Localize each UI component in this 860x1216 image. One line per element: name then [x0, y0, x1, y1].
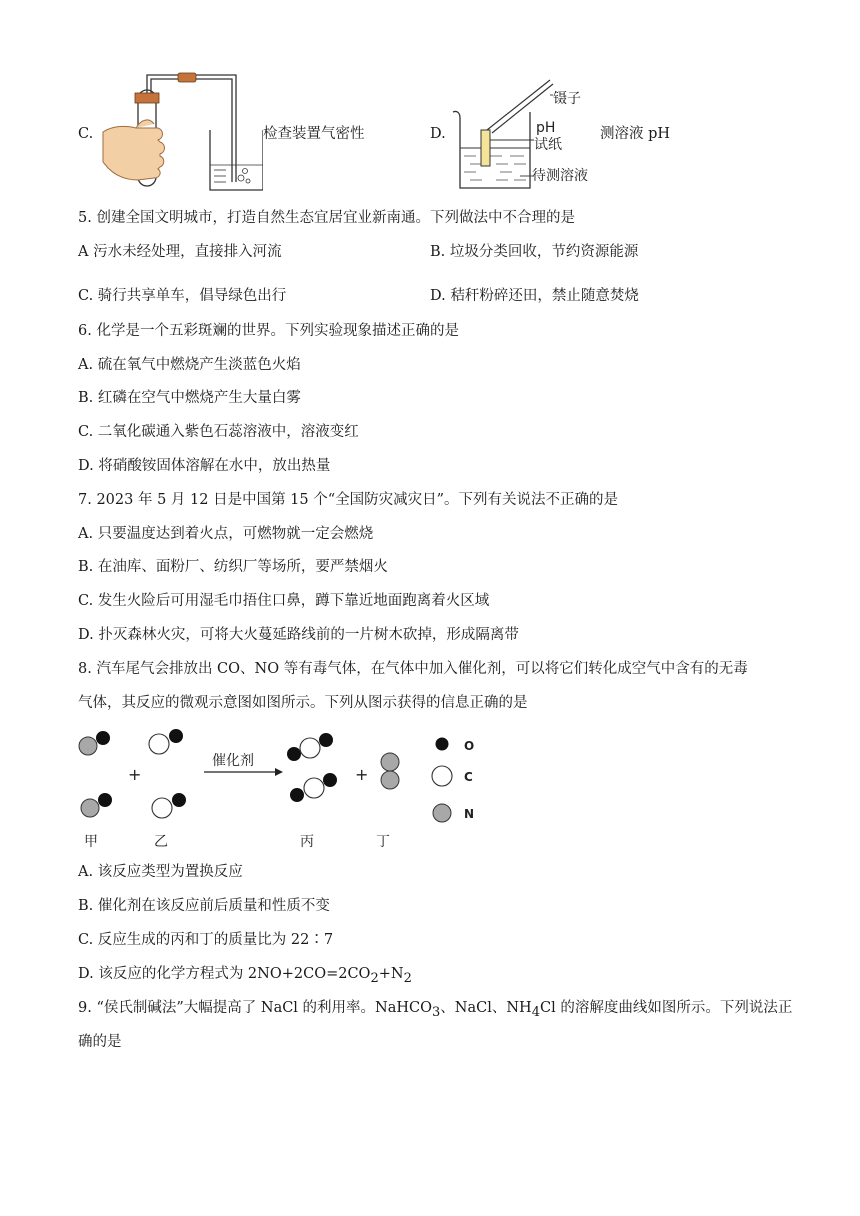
q4-option-d-caption: 测溶液 pH: [600, 126, 671, 142]
plus-sign: +: [128, 765, 142, 784]
q8-option-b: B. 催化剂在该反应前后质量和性质不变: [78, 898, 330, 914]
q4-option-c-letter: C.: [78, 126, 94, 142]
q5-stem: 5. 创建全国文明城市，打造自然生态宜居宜业新南通。下列做法中不合理的是: [78, 210, 575, 226]
molecule-co2-2: [291, 774, 337, 802]
label-ding: 丁: [376, 834, 390, 850]
q5-option-a: A 污水未经处理，直接排入河流: [78, 244, 282, 260]
gas-tightness-apparatus-figure: [98, 70, 263, 195]
legend-c-atom: [432, 766, 452, 786]
catalyst-label: 催化剂: [212, 753, 254, 769]
molecule-co-1: [149, 730, 183, 755]
q8-option-c: C. 反应生成的丙和丁的质量比为 22∶7: [78, 932, 334, 948]
molecule-co-2: [152, 794, 186, 819]
q5-option-c: C. 骑行共享单车，倡导绿色出行: [78, 288, 287, 304]
hand-icon: [103, 126, 165, 180]
legend-n-label: N: [464, 807, 475, 821]
label-ph: pH: [536, 120, 556, 136]
q5-option-d: D. 秸秆粉碎还田，禁止随意焚烧: [430, 288, 639, 304]
q8-stem-line1: 8. 汽车尾气会排放出 CO、NO 等有毒气体，在气体中加入催化剂，可以将它们转化成空气中含有的无毒: [78, 661, 748, 677]
q6-stem: 6. 化学是一个五彩斑斓的世界。下列实验现象描述正确的是: [78, 323, 459, 339]
q8-option-a: A. 该反应类型为置换反应: [78, 864, 243, 880]
label-yi: 乙: [154, 834, 168, 850]
q6-option-d: D. 将硝酸铵固体溶解在水中，放出热量: [78, 458, 331, 474]
label-tweezers: 镊子: [553, 91, 581, 107]
q7-option-b: B. 在油库、面粉厂、纺织厂等场所，要严禁烟火: [78, 559, 388, 575]
molecule-n2: [381, 753, 399, 789]
q4-option-c-caption: 检查装置气密性: [263, 126, 365, 142]
q7-option-c: C. 发生火险后可用湿毛巾捂住口鼻，蹲下靠近地面跑离着火区域: [78, 593, 490, 609]
q9-stem-line2: 确的是: [78, 1034, 122, 1050]
molecule-no-2: [81, 794, 112, 818]
label-bing: 丙: [300, 834, 314, 850]
molecule-co2-1: [288, 734, 333, 761]
reaction-micro-diagram: [70, 722, 490, 854]
legend-o-label: O: [464, 739, 475, 753]
q7-option-a: A. 只要温度达到着火点，可燃物就一定会燃烧: [78, 526, 374, 542]
ph-test-figure: [450, 78, 600, 193]
rubber-connector: [178, 73, 196, 82]
q4-option-d-letter: D.: [430, 126, 446, 142]
q9-stem-line1: 9. “侯氏制碱法”大幅提高了 NaCl 的利用率。NaHCO$_3$、NaCl、$NH_4Cl$ 的溶解度曲线如图所示。下列说法正: [78, 1000, 793, 1020]
q6-option-c: C. 二氧化碳通入紫色石蕊溶液中，溶液变红: [78, 424, 359, 440]
legend-n-atom: [433, 804, 451, 822]
legend-c-label: C: [464, 770, 473, 784]
legend-o-atom: [436, 738, 448, 750]
beaker: [453, 111, 530, 188]
label-solution: 待测溶液: [532, 168, 588, 184]
q6-option-a: A. 硫在氧气中燃烧产生淡蓝色火焰: [78, 357, 301, 373]
molecule-no-1: [79, 732, 110, 756]
q5-option-b: B. 垃圾分类回收，节约资源能源: [430, 244, 639, 260]
q6-option-b: B. 红磷在空气中燃烧产生大量白雾: [78, 390, 301, 406]
rubber-stopper: [135, 93, 159, 103]
q8-stem-line2: 气体，其反应的微观示意图如图所示。下列从图示获得的信息正确的是: [78, 695, 528, 711]
label-test-paper: 试纸: [534, 137, 562, 153]
ph-paper: [481, 130, 490, 166]
gas-bubble: [238, 175, 244, 181]
plus-sign-2: +: [355, 765, 369, 784]
q8-option-d: D. 该反应的化学方程式为 $2NO+2CO=2CO_2+N_2$: [78, 966, 412, 986]
label-jia: 甲: [84, 834, 98, 850]
q7-option-d: D. 扑灭森林火灾，可将大火蔓延路线前的一片树木砍掉，形成隔离带: [78, 627, 519, 643]
q7-stem: 7. 2023 年 5 月 12 日是中国第 15 个“全国防灾减灾日”。下列有关说法不正确的是: [78, 492, 619, 508]
